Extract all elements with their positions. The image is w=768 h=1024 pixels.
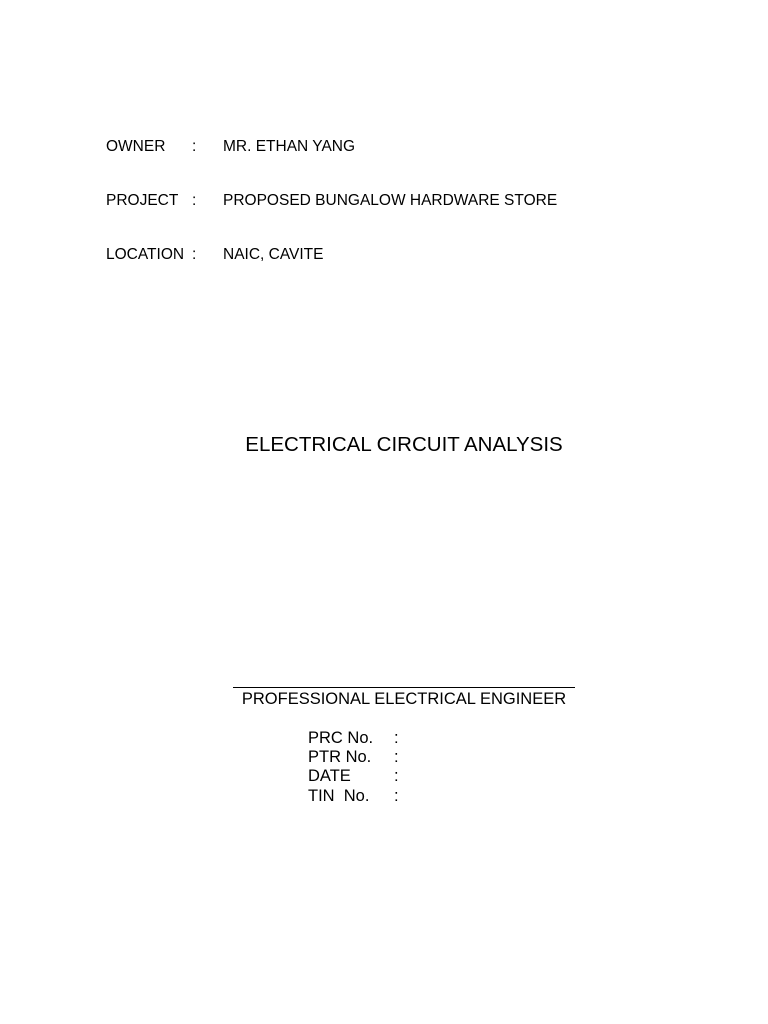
document-title: ELECTRICAL CIRCUIT ANALYSIS [245,433,563,456]
date-colon: : [394,767,399,785]
engineer-title: PROFESSIONAL ELECTRICAL ENGINEER [241,690,567,708]
project-colon: : [192,192,197,209]
project-label: PROJECT [106,192,179,209]
tin-colon: : [394,787,399,805]
signature-line [233,687,575,688]
date-label: DATE [308,767,351,785]
owner-label: OWNER [106,138,166,155]
location-colon: : [192,246,197,263]
project-value: PROPOSED BUNGALOW HARDWARE STORE [223,192,558,209]
location-value: NAIC, CAVITE [223,246,324,263]
owner-colon: : [192,138,197,155]
ptr-label: PTR No. [308,748,372,766]
prc-label: PRC No. [308,729,374,747]
tin-label: TIN No. [308,787,370,805]
location-label: LOCATION [106,246,185,263]
prc-colon: : [394,729,399,747]
owner-value: MR. ETHAN YANG [223,138,356,155]
ptr-colon: : [394,748,399,766]
